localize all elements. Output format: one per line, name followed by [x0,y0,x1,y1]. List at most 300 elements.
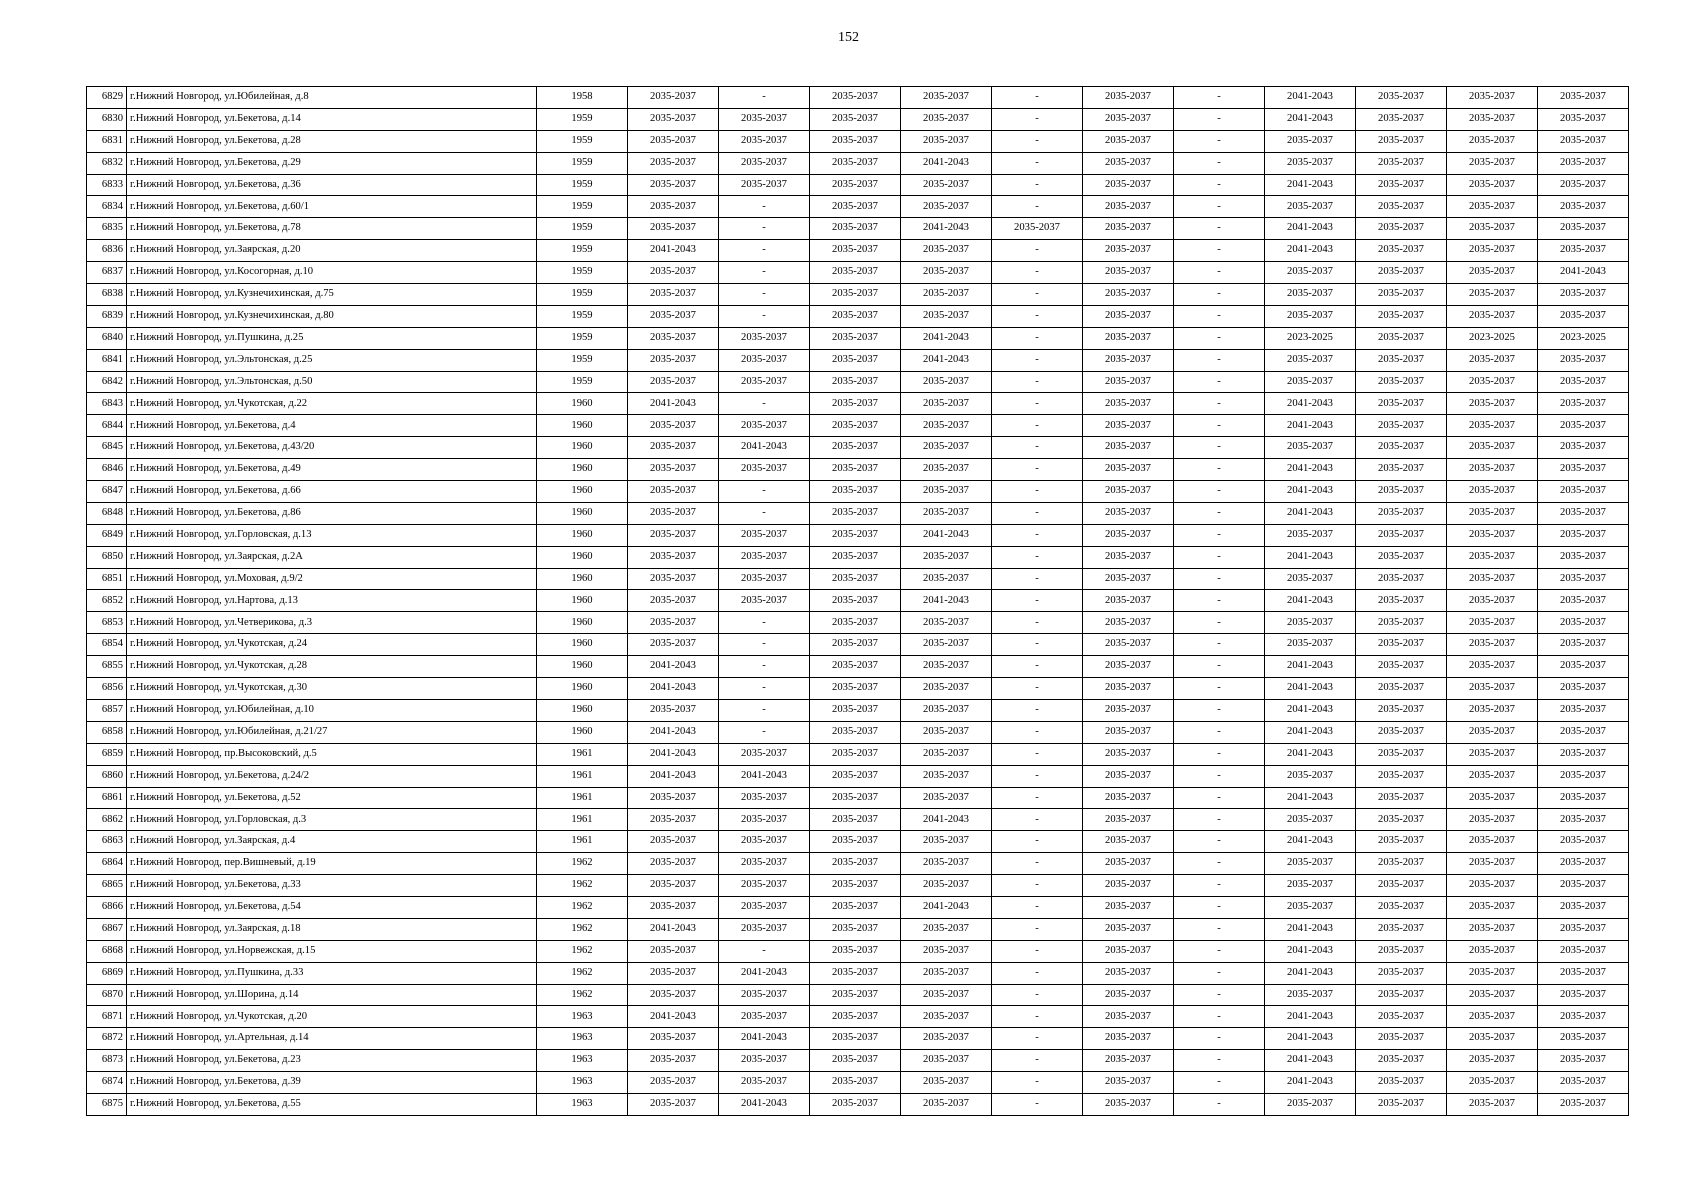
year-built-cell: 1960 [537,459,628,481]
table-row [87,612,1629,634]
year-built-cell: 1960 [537,656,628,678]
table-row [87,634,1629,656]
address-cell: г.Нижний Новгород, ул.Бекетова, д.66 [127,481,537,503]
repair-period-cell: 2035-2037 [1265,809,1356,831]
repair-period-cell: 2035-2037 [1356,196,1447,218]
repair-period-cell: 2035-2037 [1265,152,1356,174]
address-cell: г.Нижний Новгород, ул.Чукотская, д.24 [127,634,537,656]
repair-period-cell: 2041-2043 [628,1006,719,1028]
repair-period-cell: 2035-2037 [901,612,992,634]
repair-period-cell: 2035-2037 [810,984,901,1006]
repair-period-cell: - [992,962,1083,984]
year-built-cell: 1960 [537,437,628,459]
repair-period-cell: 2035-2037 [1356,1028,1447,1050]
repair-period-cell: - [992,1050,1083,1072]
repair-period-cell: - [719,481,810,503]
row-number-cell: 6864 [87,853,127,875]
repair-period-cell: 2035-2037 [719,896,810,918]
repair-period-cell: 2035-2037 [1265,371,1356,393]
row-number-cell: 6850 [87,546,127,568]
repair-period-cell: 2035-2037 [901,721,992,743]
repair-period-cell: 2035-2037 [1356,481,1447,503]
repair-period-cell: 2035-2037 [992,218,1083,240]
repair-period-cell: - [1174,371,1265,393]
repair-period-cell: 2035-2037 [1083,218,1174,240]
repair-period-cell: 2041-2043 [901,809,992,831]
repair-period-cell: 2035-2037 [1538,743,1629,765]
repair-period-cell: 2035-2037 [1083,590,1174,612]
repair-period-cell: 2035-2037 [1538,459,1629,481]
repair-period-cell: - [719,721,810,743]
repair-period-cell: - [1174,743,1265,765]
repair-period-cell: 2035-2037 [1083,284,1174,306]
repair-period-cell: 2035-2037 [628,371,719,393]
table-row [87,305,1629,327]
repair-period-cell: 2035-2037 [628,174,719,196]
repair-period-cell: 2035-2037 [1538,87,1629,109]
repair-period-cell: 2035-2037 [1447,481,1538,503]
year-built-cell: 1960 [537,524,628,546]
repair-period-cell: 2035-2037 [628,940,719,962]
repair-period-cell: - [1174,1006,1265,1028]
repair-period-cell: - [992,918,1083,940]
repair-period-cell: 2035-2037 [901,371,992,393]
year-built-cell: 1961 [537,831,628,853]
repair-period-cell: 2035-2037 [901,437,992,459]
repair-period-cell: 2035-2037 [1447,371,1538,393]
repair-period-cell: 2035-2037 [628,196,719,218]
row-number-cell: 6855 [87,656,127,678]
repair-period-cell: 2035-2037 [719,371,810,393]
repair-period-cell: 2035-2037 [1083,1093,1174,1115]
repair-period-cell: 2035-2037 [1265,524,1356,546]
repair-period-cell: 2041-2043 [1265,678,1356,700]
year-built-cell: 1960 [537,634,628,656]
repair-period-cell: - [719,393,810,415]
repair-period-cell: 2035-2037 [901,393,992,415]
repair-period-cell: 2041-2043 [1265,1006,1356,1028]
repair-period-cell: 2041-2043 [1265,481,1356,503]
repair-period-cell: 2035-2037 [901,918,992,940]
repair-period-cell: 2035-2037 [810,678,901,700]
repair-period-cell: - [992,1028,1083,1050]
table-row [87,918,1629,940]
address-cell: г.Нижний Новгород, ул.Эльтонская, д.25 [127,349,537,371]
repair-period-cell: - [992,940,1083,962]
repair-period-cell: 2035-2037 [1538,174,1629,196]
repair-period-cell: 2035-2037 [1447,940,1538,962]
row-number-cell: 6845 [87,437,127,459]
repair-period-cell: - [992,305,1083,327]
repair-period-cell: 2035-2037 [1447,152,1538,174]
repair-period-cell: 2035-2037 [810,546,901,568]
row-number-cell: 6835 [87,218,127,240]
repair-period-cell: 2035-2037 [1356,940,1447,962]
repair-period-cell: 2041-2043 [901,152,992,174]
repair-period-cell: 2035-2037 [719,1050,810,1072]
repair-period-cell: 2035-2037 [628,984,719,1006]
table-row [87,721,1629,743]
repair-period-cell: - [992,371,1083,393]
repair-period-cell: 2041-2043 [901,327,992,349]
address-cell: г.Нижний Новгород, ул.Заярская, д.18 [127,918,537,940]
address-cell: г.Нижний Новгород, ул.Бекетова, д.24/2 [127,765,537,787]
table-row [87,678,1629,700]
repair-period-cell: 2035-2037 [1447,1072,1538,1094]
repair-period-cell: 2041-2043 [719,1093,810,1115]
repair-period-cell: 2035-2037 [901,459,992,481]
repair-period-cell: 2035-2037 [1447,699,1538,721]
repair-period-cell: - [992,743,1083,765]
repair-period-cell: 2035-2037 [1083,152,1174,174]
repair-period-cell: 2035-2037 [628,349,719,371]
table-row [87,327,1629,349]
table-row [87,481,1629,503]
row-number-cell: 6836 [87,240,127,262]
table-row [87,502,1629,524]
repair-period-cell: 2035-2037 [1447,1028,1538,1050]
repair-period-cell: 2035-2037 [1447,765,1538,787]
repair-period-cell: 2035-2037 [1447,240,1538,262]
table-row [87,1028,1629,1050]
repair-period-cell: 2035-2037 [1447,415,1538,437]
repair-period-cell: 2035-2037 [1538,568,1629,590]
repair-period-cell: 2041-2043 [1265,240,1356,262]
repair-period-cell: 2035-2037 [1083,371,1174,393]
repair-period-cell: 2035-2037 [810,590,901,612]
repair-period-cell: 2041-2043 [1265,218,1356,240]
table-row [87,787,1629,809]
repair-period-cell: - [1174,393,1265,415]
row-number-cell: 6846 [87,459,127,481]
repair-period-cell: 2035-2037 [1447,875,1538,897]
repair-period-cell: 2035-2037 [1447,918,1538,940]
repair-period-cell: 2035-2037 [1538,809,1629,831]
repair-period-cell: 2035-2037 [1356,371,1447,393]
repair-period-cell: 2035-2037 [901,502,992,524]
row-number-cell: 6844 [87,415,127,437]
repair-period-cell: 2035-2037 [1356,262,1447,284]
address-cell: г.Нижний Новгород, ул.Горловская, д.3 [127,809,537,831]
repair-period-cell: 2035-2037 [628,108,719,130]
row-number-cell: 6874 [87,1072,127,1094]
year-built-cell: 1959 [537,152,628,174]
table-row [87,459,1629,481]
repair-period-cell: 2041-2043 [1265,502,1356,524]
registry-table-body [87,87,1629,1116]
address-cell: г.Нижний Новгород, ул.Кузнечихинская, д.75 [127,284,537,306]
table-row [87,809,1629,831]
repair-period-cell: 2035-2037 [1356,1072,1447,1094]
repair-period-cell: - [992,1006,1083,1028]
repair-period-cell: 2035-2037 [1356,349,1447,371]
repair-period-cell: 2035-2037 [1538,634,1629,656]
repair-period-cell: 2035-2037 [628,262,719,284]
table-row [87,940,1629,962]
repair-period-cell: - [719,612,810,634]
repair-period-cell: - [1174,678,1265,700]
repair-period-cell: 2035-2037 [719,743,810,765]
repair-period-cell: 2035-2037 [719,108,810,130]
repair-period-cell: 2035-2037 [719,787,810,809]
repair-period-cell: 2035-2037 [810,218,901,240]
repair-period-cell: - [1174,656,1265,678]
table-row [87,546,1629,568]
repair-period-cell: 2035-2037 [1538,721,1629,743]
repair-period-cell: 2035-2037 [1447,502,1538,524]
table-row [87,984,1629,1006]
row-number-cell: 6837 [87,262,127,284]
repair-period-cell: 2035-2037 [1265,437,1356,459]
address-cell: г.Нижний Новгород, ул.Юбилейная, д.10 [127,699,537,721]
repair-period-cell: 2035-2037 [628,1050,719,1072]
repair-period-cell: 2035-2037 [1083,174,1174,196]
repair-period-cell: 2035-2037 [628,130,719,152]
repair-period-cell: 2035-2037 [810,174,901,196]
repair-period-cell: 2035-2037 [1356,678,1447,700]
repair-period-cell: 2035-2037 [1083,831,1174,853]
year-built-cell: 1959 [537,371,628,393]
row-number-cell: 6858 [87,721,127,743]
repair-period-cell: 2035-2037 [628,284,719,306]
repair-period-cell: 2035-2037 [719,590,810,612]
repair-period-cell: 2035-2037 [1356,699,1447,721]
address-cell: г.Нижний Новгород, ул.Чукотская, д.22 [127,393,537,415]
repair-period-cell: 2035-2037 [1083,130,1174,152]
repair-period-cell: 2035-2037 [1538,1050,1629,1072]
repair-period-cell: - [992,87,1083,109]
row-number-cell: 6872 [87,1028,127,1050]
repair-period-cell: 2035-2037 [1447,546,1538,568]
repair-period-cell: 2023-2025 [1265,327,1356,349]
repair-period-cell: - [1174,305,1265,327]
row-number-cell: 6870 [87,984,127,1006]
repair-period-cell: 2035-2037 [628,699,719,721]
repair-period-cell: 2035-2037 [810,327,901,349]
repair-period-cell: 2035-2037 [901,240,992,262]
address-cell: г.Нижний Новгород, ул.Бекетова, д.54 [127,896,537,918]
repair-period-cell: 2035-2037 [1447,196,1538,218]
year-built-cell: 1960 [537,546,628,568]
repair-period-cell: 2035-2037 [1447,459,1538,481]
repair-period-cell: 2035-2037 [1538,656,1629,678]
year-built-cell: 1959 [537,240,628,262]
repair-period-cell: 2035-2037 [1447,1050,1538,1072]
repair-period-cell: 2035-2037 [810,940,901,962]
repair-period-cell: 2041-2043 [1265,1072,1356,1094]
table-row [87,130,1629,152]
address-cell: г.Нижний Новгород, ул.Юбилейная, д.8 [127,87,537,109]
address-cell: г.Нижний Новгород, ул.Заярская, д.20 [127,240,537,262]
repair-period-cell: 2035-2037 [1538,1072,1629,1094]
repair-period-cell: 2035-2037 [1447,174,1538,196]
repair-period-cell: 2035-2037 [810,1006,901,1028]
address-cell: г.Нижний Новгород, ул.Заярская, д.2А [127,546,537,568]
repair-period-cell: 2035-2037 [1447,1006,1538,1028]
repair-period-cell: - [1174,1093,1265,1115]
repair-period-cell: 2035-2037 [810,612,901,634]
repair-period-cell: 2035-2037 [628,809,719,831]
row-number-cell: 6866 [87,896,127,918]
year-built-cell: 1959 [537,218,628,240]
table-row [87,853,1629,875]
table-row [87,174,1629,196]
year-built-cell: 1959 [537,349,628,371]
repair-period-cell: 2035-2037 [1356,524,1447,546]
repair-period-cell: 2035-2037 [1265,568,1356,590]
address-cell: г.Нижний Новгород, пр.Высоковский, д.5 [127,743,537,765]
repair-period-cell: 2035-2037 [628,1093,719,1115]
repair-period-cell: 2041-2043 [1265,721,1356,743]
repair-period-cell: - [1174,765,1265,787]
repair-period-cell: 2035-2037 [1356,218,1447,240]
year-built-cell: 1963 [537,1050,628,1072]
repair-period-cell: 2035-2037 [1083,1072,1174,1094]
repair-period-cell: 2035-2037 [628,524,719,546]
repair-period-cell: 2041-2043 [901,590,992,612]
repair-period-cell: 2035-2037 [901,765,992,787]
repair-period-cell: 2035-2037 [810,656,901,678]
year-built-cell: 1959 [537,196,628,218]
repair-period-cell: 2035-2037 [628,612,719,634]
repair-period-cell: 2035-2037 [1447,349,1538,371]
repair-period-cell: 2035-2037 [901,743,992,765]
repair-period-cell: 2041-2043 [901,524,992,546]
row-number-cell: 6873 [87,1050,127,1072]
repair-period-cell: 2035-2037 [1083,108,1174,130]
repair-period-cell: 2035-2037 [810,437,901,459]
address-cell: г.Нижний Новгород, ул.Кузнечихинская, д.80 [127,305,537,327]
repair-period-cell: 2035-2037 [1083,896,1174,918]
repair-period-cell: - [992,196,1083,218]
row-number-cell: 6859 [87,743,127,765]
address-cell: г.Нижний Новгород, ул.Пушкина, д.33 [127,962,537,984]
repair-period-cell: 2035-2037 [719,327,810,349]
repair-period-cell: 2035-2037 [1083,984,1174,1006]
repair-period-cell: 2035-2037 [1538,546,1629,568]
row-number-cell: 6832 [87,152,127,174]
repair-period-cell: 2035-2037 [810,1093,901,1115]
repair-period-cell: 2041-2043 [1265,940,1356,962]
repair-period-cell: - [719,87,810,109]
repair-period-cell: 2035-2037 [1083,240,1174,262]
repair-period-cell: 2035-2037 [1538,481,1629,503]
year-built-cell: 1960 [537,393,628,415]
address-cell: г.Нижний Новгород, ул.Бекетова, д.28 [127,130,537,152]
address-cell: г.Нижний Новгород, ул.Косогорная, д.10 [127,262,537,284]
repair-period-cell: 2035-2037 [810,721,901,743]
year-built-cell: 1959 [537,262,628,284]
address-cell: г.Нижний Новгород, ул.Чукотская, д.28 [127,656,537,678]
repair-period-cell: - [1174,284,1265,306]
repair-period-cell: 2035-2037 [1083,721,1174,743]
repair-period-cell: - [992,415,1083,437]
row-number-cell: 6852 [87,590,127,612]
repair-period-cell: 2041-2043 [1265,590,1356,612]
repair-period-cell: 2035-2037 [628,87,719,109]
repair-period-cell: - [719,196,810,218]
repair-period-cell: 2035-2037 [1447,721,1538,743]
repair-period-cell: 2035-2037 [1447,743,1538,765]
repair-period-cell: - [1174,721,1265,743]
repair-period-cell: - [1174,787,1265,809]
repair-period-cell: 2041-2043 [1265,415,1356,437]
address-cell: г.Нижний Новгород, ул.Пушкина, д.25 [127,327,537,349]
repair-period-cell: 2035-2037 [1356,240,1447,262]
address-cell: г.Нижний Новгород, ул.Бекетова, д.33 [127,875,537,897]
repair-period-cell: - [719,262,810,284]
repair-period-cell: 2035-2037 [810,130,901,152]
repair-period-cell: 2035-2037 [901,984,992,1006]
repair-period-cell: - [992,108,1083,130]
table-row [87,349,1629,371]
housing-registry-table [86,86,1629,1116]
year-built-cell: 1960 [537,481,628,503]
repair-period-cell: 2035-2037 [1356,152,1447,174]
repair-period-cell: 2035-2037 [1447,612,1538,634]
repair-period-cell: 2035-2037 [628,152,719,174]
repair-period-cell: 2035-2037 [810,1050,901,1072]
repair-period-cell: 2035-2037 [1538,196,1629,218]
row-number-cell: 6857 [87,699,127,721]
repair-period-cell: - [1174,546,1265,568]
repair-period-cell: 2035-2037 [628,568,719,590]
year-built-cell: 1960 [537,721,628,743]
table-row [87,218,1629,240]
row-number-cell: 6875 [87,1093,127,1115]
repair-period-cell: 2035-2037 [1356,327,1447,349]
repair-period-cell: - [992,634,1083,656]
repair-period-cell: 2035-2037 [1447,284,1538,306]
repair-period-cell: - [992,809,1083,831]
repair-period-cell: 2035-2037 [810,240,901,262]
address-cell: г.Нижний Новгород, ул.Бекетова, д.52 [127,787,537,809]
repair-period-cell: 2035-2037 [901,678,992,700]
repair-period-cell: 2035-2037 [1356,612,1447,634]
repair-period-cell: 2035-2037 [1447,524,1538,546]
repair-period-cell: - [992,524,1083,546]
repair-period-cell: 2035-2037 [1538,371,1629,393]
repair-period-cell: 2035-2037 [1356,875,1447,897]
repair-period-cell: 2035-2037 [628,634,719,656]
repair-period-cell: 2041-2043 [1538,262,1629,284]
repair-period-cell: 2035-2037 [1356,459,1447,481]
repair-period-cell: 2035-2037 [628,305,719,327]
repair-period-cell: - [992,240,1083,262]
repair-period-cell: 2035-2037 [1538,1028,1629,1050]
repair-period-cell: 2035-2037 [719,831,810,853]
address-cell: г.Нижний Новгород, ул.Четверикова, д.3 [127,612,537,634]
year-built-cell: 1962 [537,853,628,875]
repair-period-cell: 2035-2037 [719,984,810,1006]
year-built-cell: 1960 [537,502,628,524]
repair-period-cell: - [1174,502,1265,524]
repair-period-cell: 2035-2037 [1083,546,1174,568]
repair-period-cell: 2041-2043 [1265,393,1356,415]
repair-period-cell: 2035-2037 [1356,1006,1447,1028]
address-cell: г.Нижний Новгород, ул.Горловская, д.13 [127,524,537,546]
repair-period-cell: 2035-2037 [719,809,810,831]
repair-period-cell: 2041-2043 [1265,174,1356,196]
repair-period-cell: 2041-2043 [628,393,719,415]
repair-period-cell: 2041-2043 [719,437,810,459]
repair-period-cell: 2035-2037 [628,437,719,459]
row-number-cell: 6865 [87,875,127,897]
repair-period-cell: 2035-2037 [1083,305,1174,327]
repair-period-cell: 2035-2037 [901,262,992,284]
repair-period-cell: 2035-2037 [1356,831,1447,853]
repair-period-cell: 2041-2043 [628,918,719,940]
